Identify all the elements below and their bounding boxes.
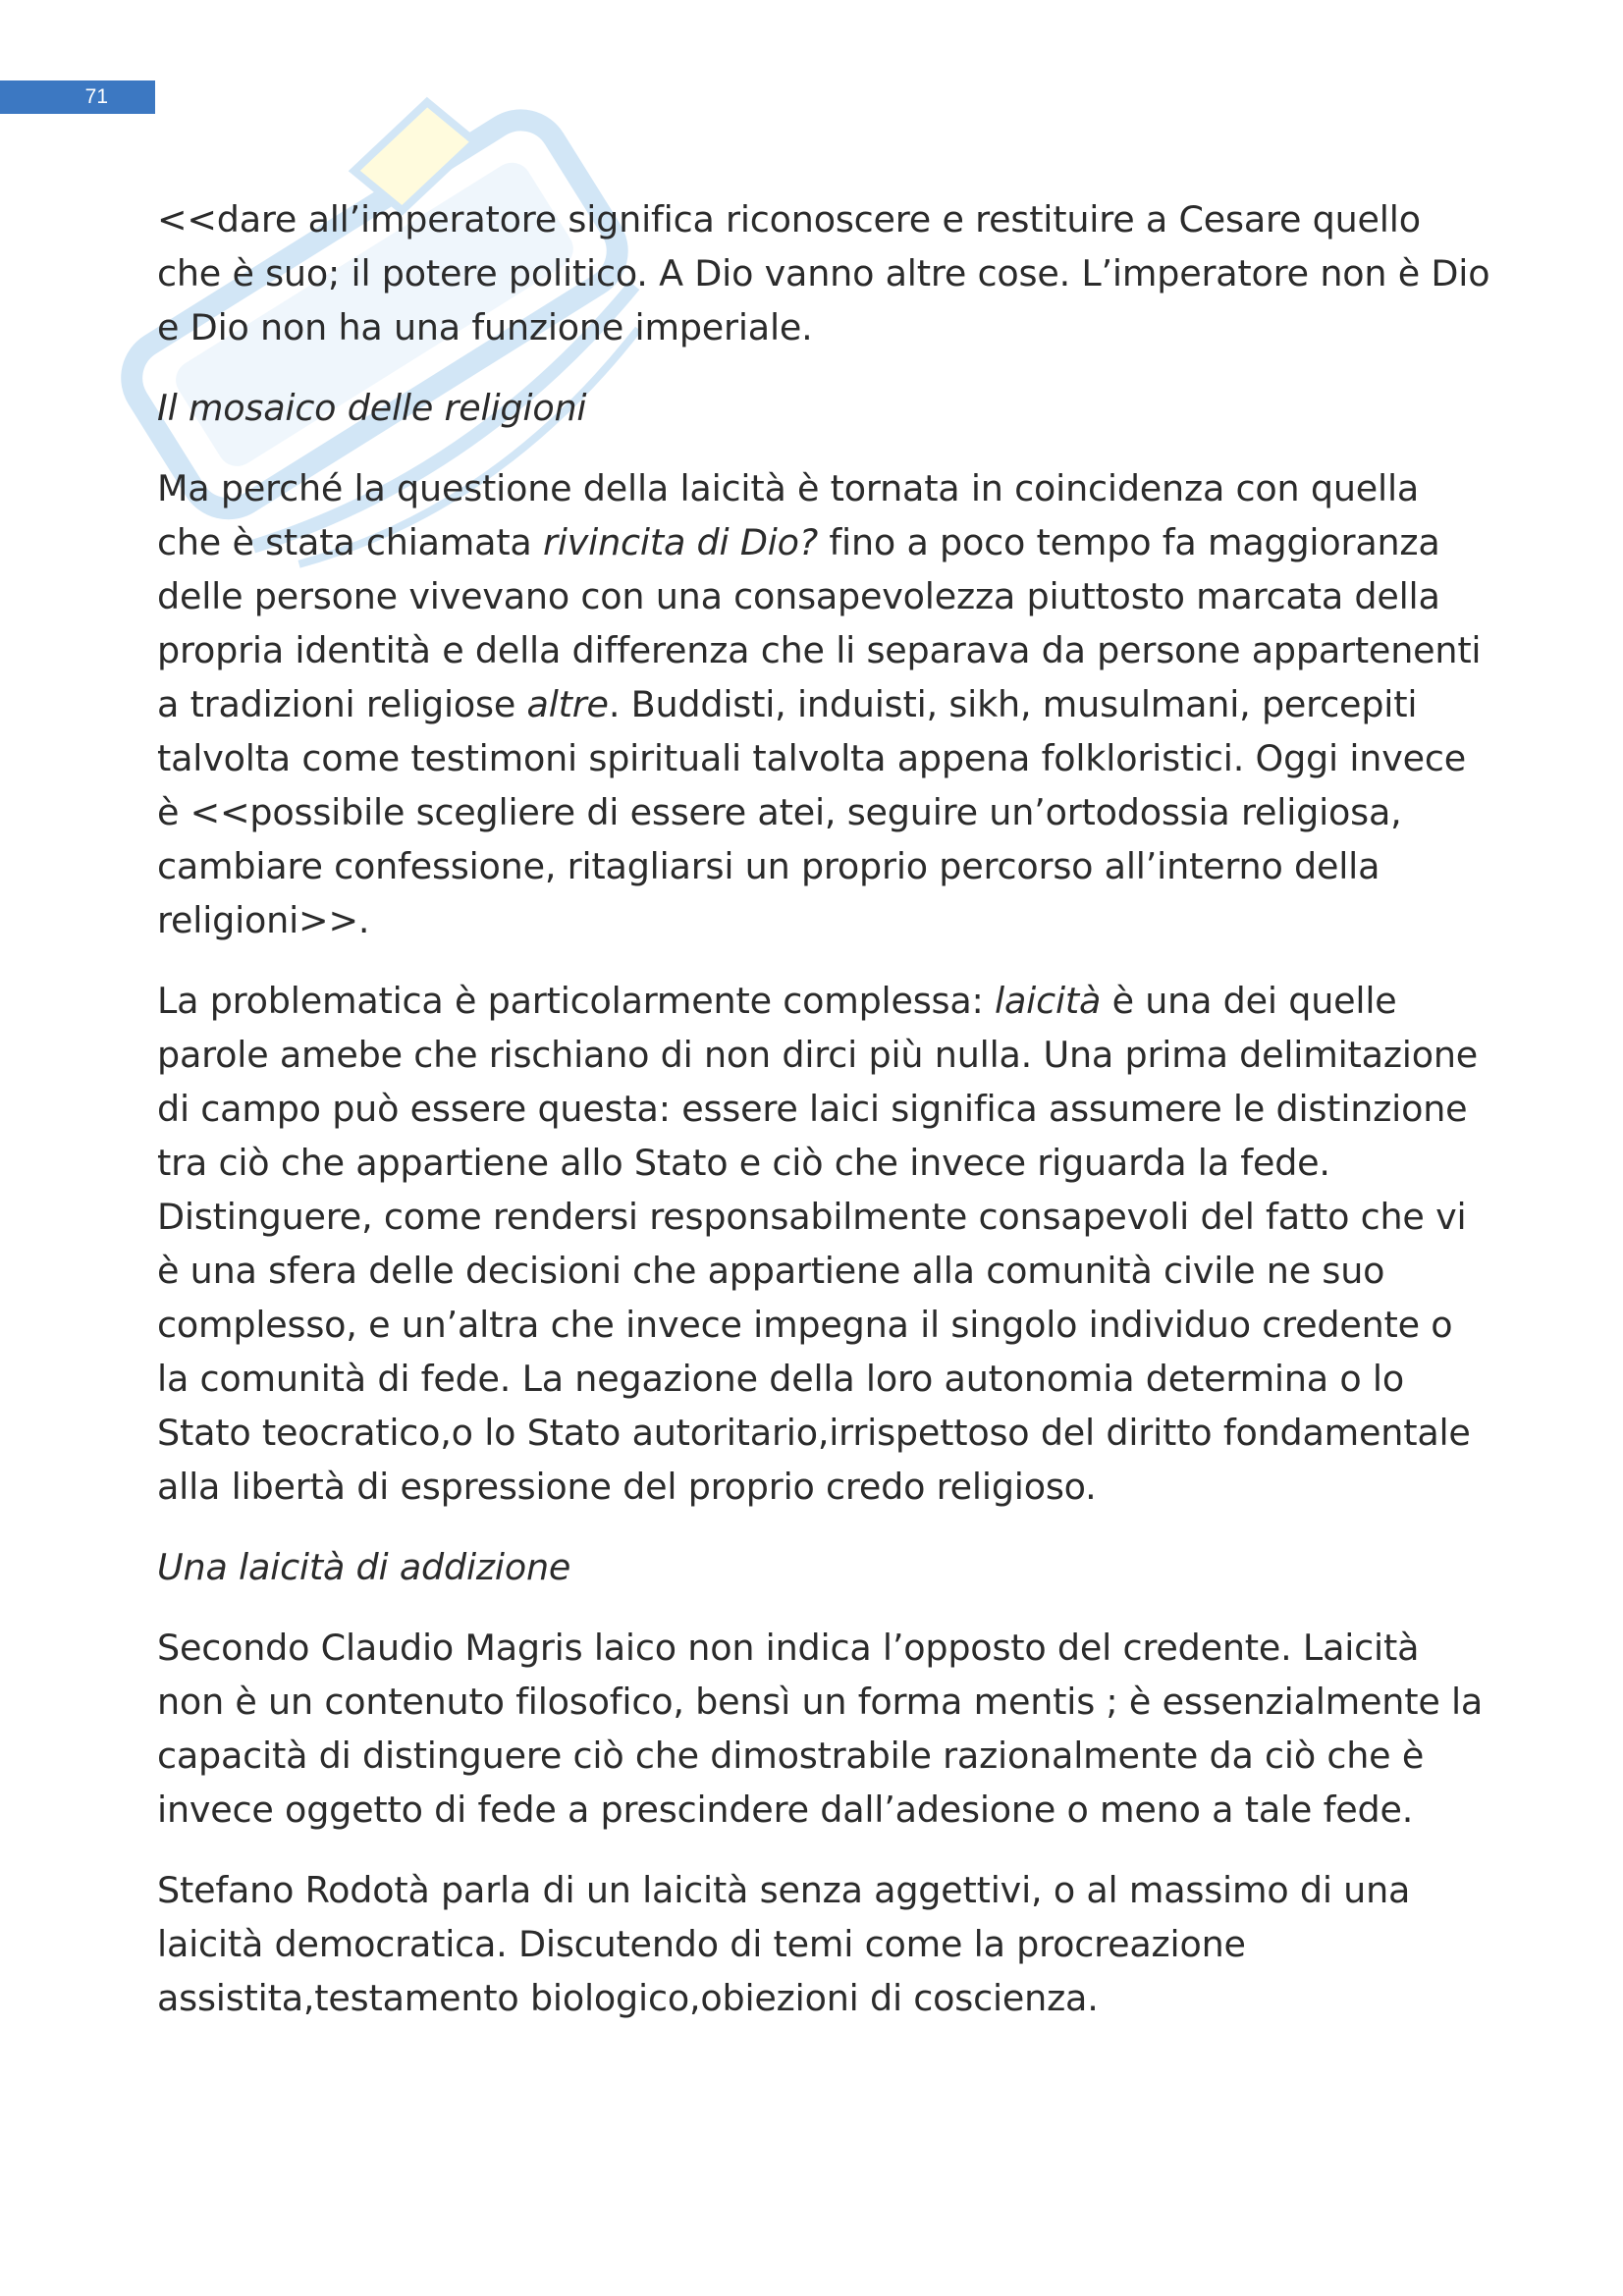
paragraph-2-segment-1: Ma perché la questione della laicità è tornata in coincidenza con quella che è stata chiamata: [157, 467, 1420, 563]
section-heading-mosaico-text: Il mosaico delle religioni: [157, 387, 587, 429]
paragraph-5-text: Stefano Rodotà parla di un laicità senza aggettivi, o al massimo di una laicità democratica. Discutendo di temi come la procreazione assistita,testamento biologico,obiezioni di coscienza.: [157, 1869, 1411, 2019]
paragraph-1-text: <<dare all’imperatore significa riconoscere e restituire a Cesare quello che è suo; il potere politico. A Dio vanno altre cose. L’imperatore non è Dio e Dio non ha una funzione imperiale.: [157, 198, 1490, 348]
paragraph-1: [157, 192, 1492, 354]
paragraph-4: [157, 1621, 1492, 1837]
page-number: 71: [84, 85, 108, 108]
paragraph-2-segment-3: fino a poco tempo fa maggioranza delle persone vivevano con una consapevolezza piuttosto marcata della propria identità e della differenza che li separava da persone appartenenti a tradizioni religiose: [157, 521, 1482, 725]
paragraph-5: [157, 1863, 1492, 2025]
paragraph-2: [157, 461, 1492, 947]
paragraph-2-segment-5: . Buddisti, induisti, sikh, musulmani, percepiti talvolta come testimoni spirituali talvolta appena folkloristici. Oggi invece è <<possibile scegliere di essere atei, seguire un’ortodossia religiosa, cambiare confessione, ritagliarsi un proprio percorso all’interno della religioni>>.: [157, 683, 1467, 941]
section-heading-addizione: [157, 1540, 1492, 1594]
paragraph-2-italic-rivincita: rivincita di Dio?: [543, 521, 818, 563]
page-number-tab: [0, 80, 155, 114]
document-body: [157, 192, 1492, 2052]
paragraph-2-italic-altre: altre: [526, 683, 609, 725]
paragraph-3-italic-laicita: laicità: [995, 980, 1102, 1022]
paragraph-3: [157, 974, 1492, 1514]
paragraph-4-text: Secondo Claudio Magris laico non indica l’opposto del credente. Laicità non è un contenuto filosofico, bensì un forma mentis ; è essenzialmente la capacità di distinguere ciò che dimostrabile razionalmente da ciò che è invece oggetto di fede a prescindere dall’adesione o meno a tale fede.: [157, 1627, 1484, 1831]
section-heading-addizione-text: Una laicità di addizione: [157, 1546, 571, 1588]
paragraph-3-segment-3: è una dei quelle parole amebe che rischiano di non dirci più nulla. Una prima delimitazione di campo può essere questa: essere laici significa assumere le distinzione tra ciò che appartiene allo Stato e ciò che invece riguarda la fede. Distinguere, come rendersi responsabilmente consapevoli del fatto che vi è una sfera delle decisioni che appartiene alla comunità civile ne suo complesso, e un’altra che invece impegna il singolo individuo credente o la comunità di fede. La negazione della loro autonomia determina o lo Stato teocratico,o lo Stato autoritario,irrispettoso del diritto fondamentale alla libertà di espressione del proprio credo religioso.: [157, 980, 1479, 1508]
paragraph-3-segment-1: La problematica è particolarmente complessa:: [157, 980, 996, 1022]
section-heading-mosaico: [157, 381, 1492, 435]
